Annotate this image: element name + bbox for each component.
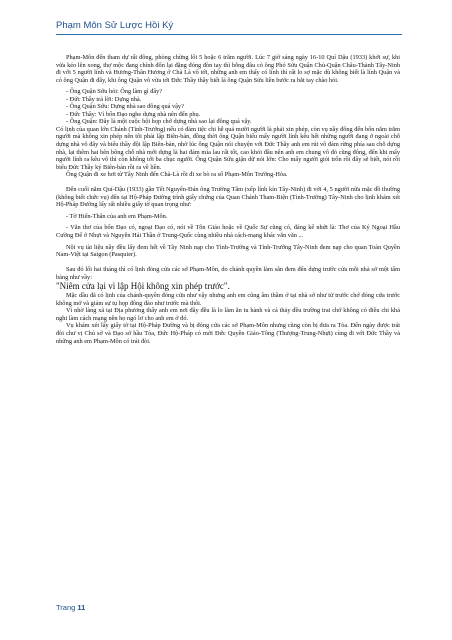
paragraph: Sau đó lối hai tháng thì có lịnh đóng cửa các sở Phạm-Môn, do chánh quyền làm sẵn đem đến dựng trước cửa mỗi nhà sở một tấm bảng như vầy: <box>56 266 400 281</box>
page-label: Trang <box>56 603 76 612</box>
list-item: - Văn thơ của bổn Đạo có, ngoại Đạo có, nói về Tôn Giáo hoặc về Quốc Sự cũng có, đáng kể nhứt là: Thơ của Ký Ngoại Hầu Cường Để ở Nhựt và Nguyễn Hải Thần ở Trung-Quốc cùng nhiều nhà cách-mạng khác văn văn ... <box>56 224 400 239</box>
page-footer <box>56 603 85 612</box>
dialogue-line: - Ông Quận Sứu hỏi: Ông làm gì đây? <box>66 88 163 96</box>
list-item: - Tờ Hiến-Thân của anh em Phạm-Môn. <box>66 212 168 220</box>
quoted-notice: "Niêm cửa lại vì lập Hội không xin phép trước". <box>56 281 230 292</box>
page-header <box>56 20 402 35</box>
paragraph: Phạm-Môn đến tham dự rất đông, phòng chừng lối 5 hoặc 6 trăm người. Lúc 7 giờ sáng ngày 16-10 Quí Dậu (1933) khởi sự, khi vừa kéo lên xong, thợ mộc đang chính đốn lại đặng đóng đòn tay thì bỗng đâu có ông Phó Sứu Quận Chủ-Quận Châu-Thành Tây-Ninh đi với 5 người lính và Hương-Thân Hương ở Chà Là vô tới, những anh em thấy có lính thì rất lo sợ mặc dù không biết là lính Quận và có ông Quận đi đây, khi ông Quận vô vừa tới Đức Thầy thầy biết là ông Quận Sứu liền bước ra bắt tay chào hỏi. <box>56 54 400 84</box>
page-number: 11 <box>77 603 86 612</box>
paragraph: Vụ khám xét lấy giấy tờ tại Hộ-Pháp Đường và bị đóng cửa các sở Phạm-Môn nhưng cũng còn bị đưa ra Tòa. Đến ngày được trát đòi chư vị Chủ sở và Đạo sở hầu Tòa, Đức Hộ-Pháp có mời Đức Quyền Giáo-Tông (Thượng-Trung-Nhựt) cùng đi với Đức Thầy và những anh em Phạm-Môn có trát đòi. <box>56 322 400 345</box>
page-content <box>56 54 400 345</box>
dialogue-line: - Ông Quận: Đây là một cuộc hội họp chớ dựng nhà sao lại đông quá vậy. <box>66 118 252 126</box>
paragraph: Đến cuối năm Quí-Dậu (1933) gần Tết Nguyên-Đán ông Trưởng Tâm (xếp lính kín Tây-Ninh) đi với 4, 5 người nữa mặc đồ thường (không biết chức vụ) đến tại Hộ-Pháp Đường trình giấy chứng của Quan Chánh Tham-Biện (Tỉnh-Trưởng) Tây-Ninh cho lịnh khám xét Hộ-Pháp Đường lấy rất nhiều giấy tờ quan trọng như: <box>56 186 400 209</box>
dialogue-line: - Đức Thầy: Vì bổn Đạo nghe dựng nhà nên đến phụ. <box>66 110 201 118</box>
paragraph: Ông Quận đi xe hơi từ Tây Ninh đến Chà-Là rồi đi xe bò ra số Phạm-Môn Trường-Hòa. <box>66 171 288 179</box>
paragraph: Nội vụ tài liệu nầy đều lấy đem hết về Tây Ninh nạp cho Tỉnh-Trưởng và Tỉnh-Trưởng Tây-Ninh đem nạp cho quan Toàn Quyền Nam-Việt tại Saigon (Pasquier). <box>56 243 400 259</box>
header-divider <box>56 34 402 35</box>
paragraph: Mặc dầu đã có lịnh của chánh-quyền đóng cửa như vậy nhưng anh em cũng âm thầm ở tại nhà sở như từ trước chớ đóng cửa trước không mở và giảm sự tụ họp đông đảo như trước mà thôi. <box>56 292 400 307</box>
dialogue-line: - Ông Quận Sứu: Dựng nhà sao đông quá vậy? <box>66 103 184 111</box>
header-title: Phạm Môn Sử Lược Hồi Ký <box>56 20 174 31</box>
dialogue-line: - Đức Thầy trả lời: Dựng nhà. <box>66 95 142 103</box>
paragraph: Có lịnh của quan lớn Chánh (Tỉnh-Trưởng) nếu có đám tiệc chi hễ quá mười người là phải xin phép, còn vụ nầy đông đến bốn năm trăm người mà không xin phép nên tôi phải lập Biên-bản, đồng thời ông Quận biểu mấy người lính kêu hết những người đang ở ngoài chỗ dựng nhà vô đây và biểu thầy đội lập Biên-bản, nhờ lúc ông Quận nói chuyện với Đức Thầy anh em rút vô đám rừng phía sau chỗ dựng nhà, lại thêm hai bên bông chỗ nhà mới dựng là hai đám mía lau rất tốt, cao khỏi đầu nên anh em chung vô đó cũng đông, đến khi mấy người lính ra kêu vô thì còn không tới ba chục người. Ông Quận Sứu giận dữ nói lớn: Cho mấy người giỏi trốn rồi đây sẽ biết, nói rồi biểu Đức Thầy ký Biên-bản rồi ra về liền. <box>56 125 400 171</box>
paragraph: Vì nhờ làng xã tại Địa phương thấy anh em nơi đây đều là lo làm ăn tu hành và cả thảy đều trường trai chớ không có điều chi khả nghi làm cách mạng nên họ ngó lơ cho anh em ở đó. <box>56 307 400 322</box>
